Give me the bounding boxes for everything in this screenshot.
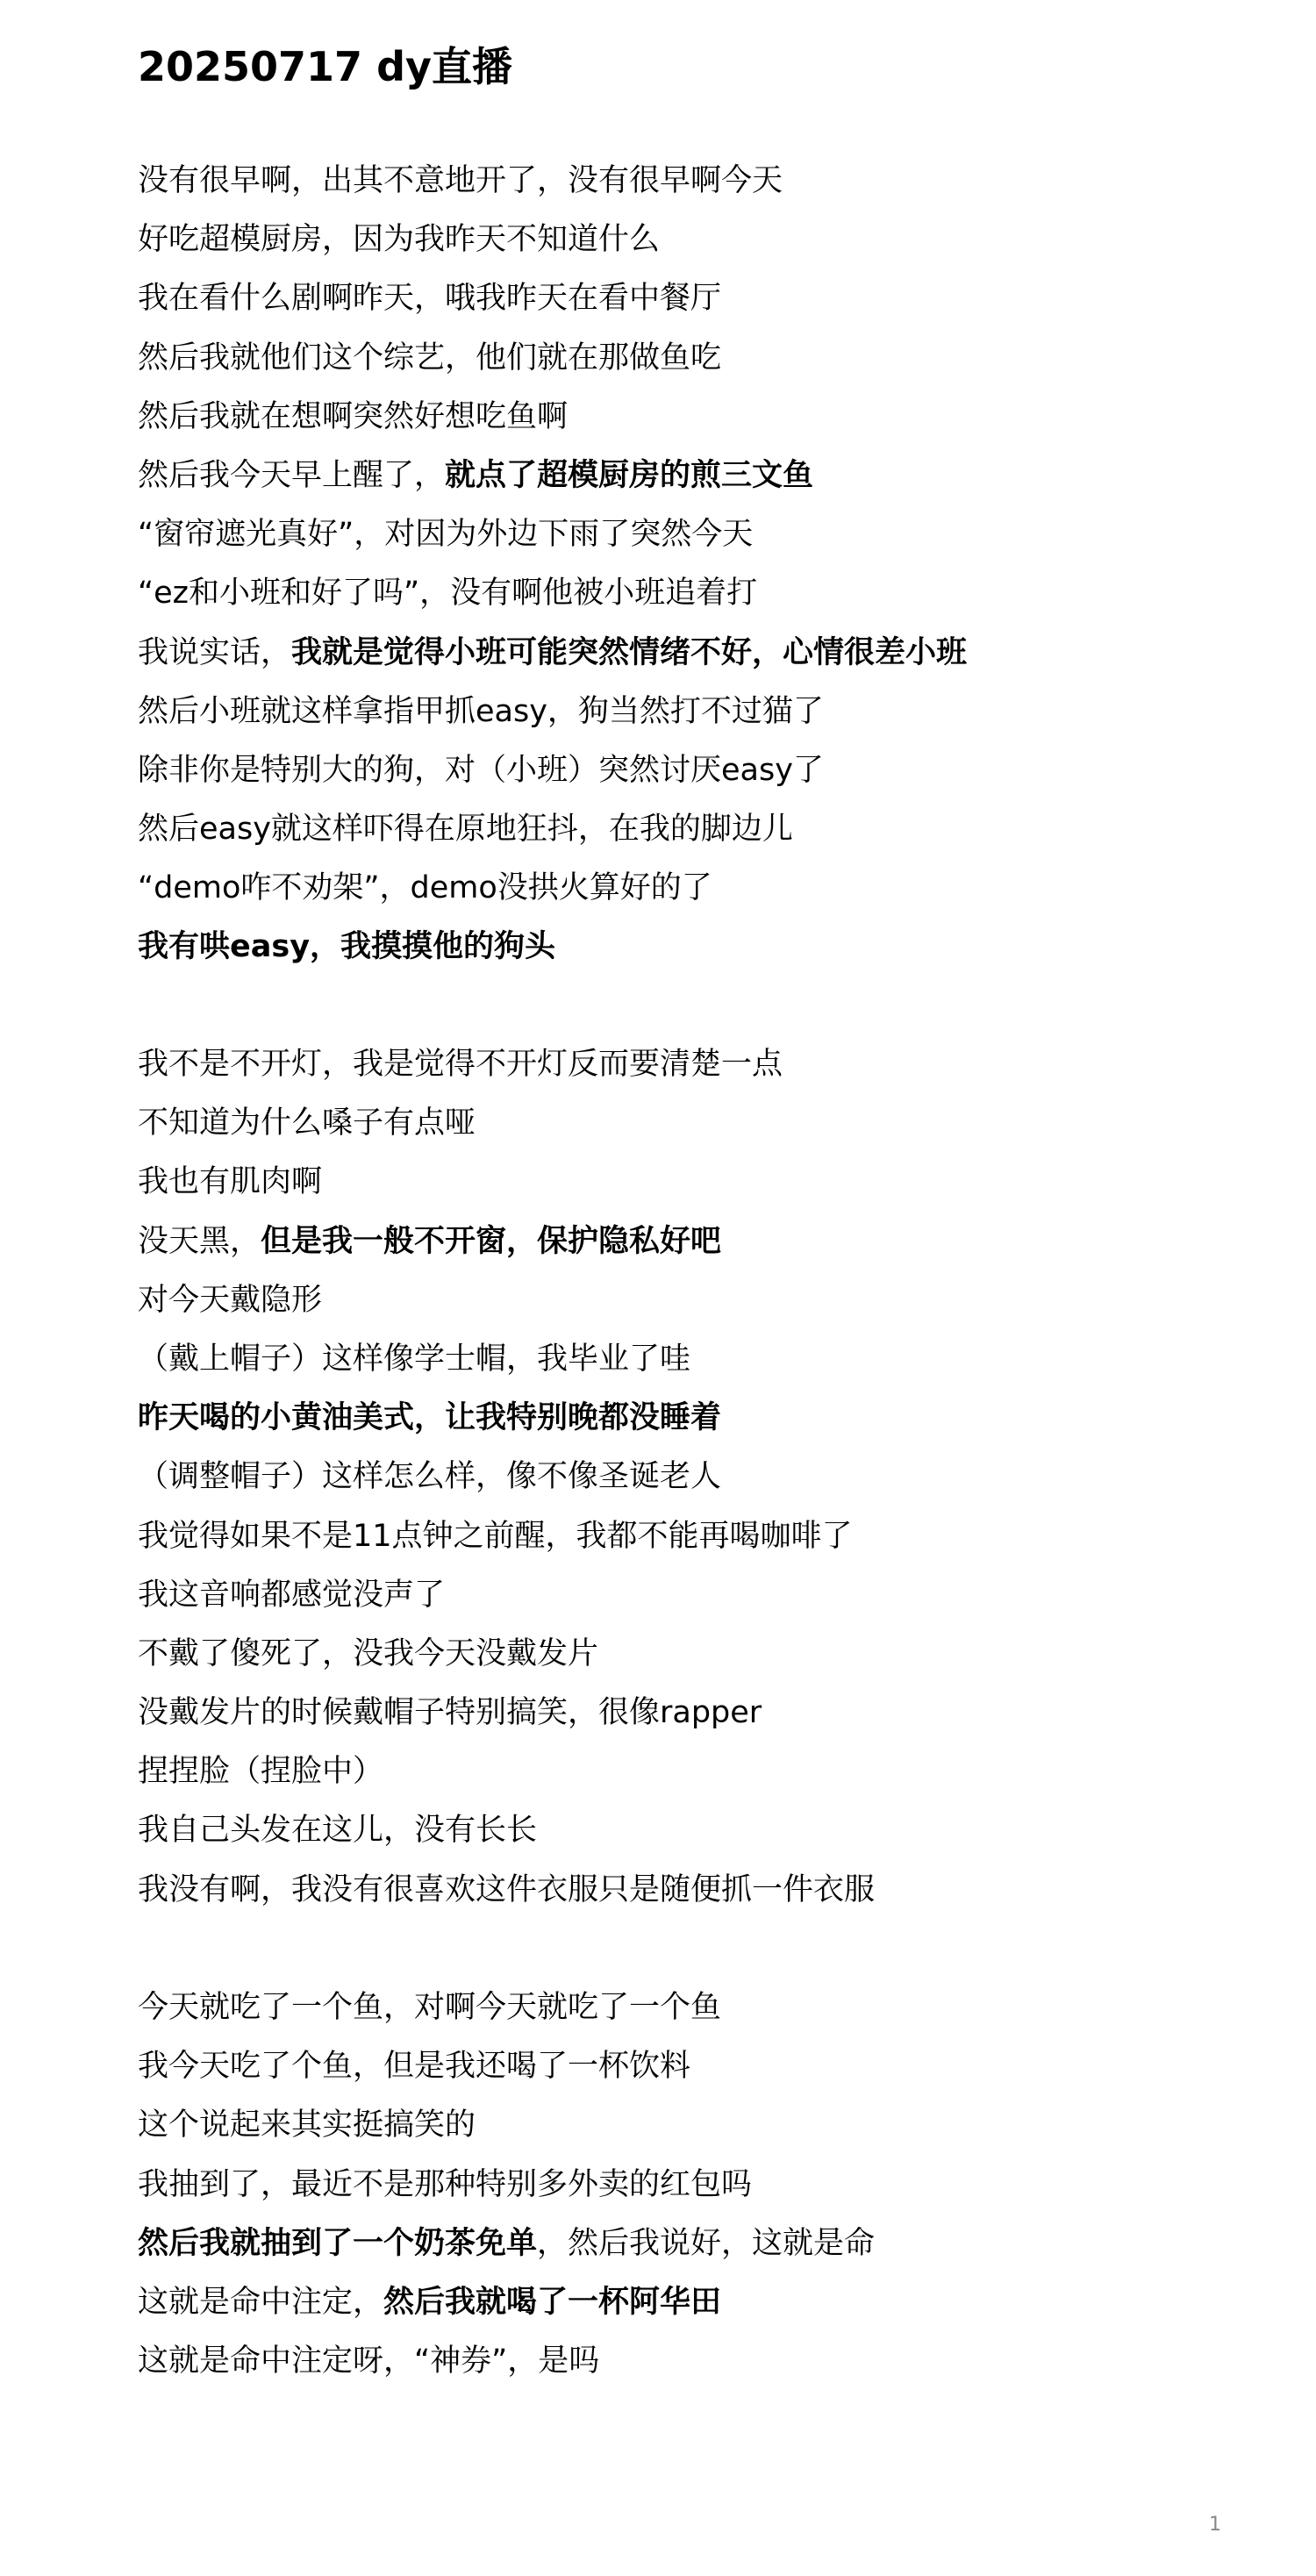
bold-text-segment: 然后我就抽到了一个奶茶免单 <box>138 2225 538 2261</box>
transcript-line <box>138 2215 1243 2273</box>
transcript-section-2 <box>138 1035 1243 1920</box>
transcript-section-3 <box>138 1979 1243 2391</box>
text-segment: “demo咋不劝架”，demo没拱火算好的了 <box>138 870 712 906</box>
transcript-line <box>138 2096 1243 2155</box>
text-segment: 除非你是特别大的狗，对（小班）突然讨厌easy了 <box>138 752 824 788</box>
text-segment: 好吃超模厨房，因为我昨天不知道什么 <box>138 222 661 258</box>
text-segment: ，然后我说好，这就是命 <box>537 2225 876 2261</box>
transcript-line <box>138 1861 1243 1920</box>
text-segment: 我也有肌肉啊 <box>138 1164 323 1200</box>
text-segment: 我不是不开灯，我是觉得不开灯反而要清楚一点 <box>138 1047 783 1082</box>
text-segment: 我自己头发在这儿，没有长长 <box>138 1813 538 1849</box>
transcript-line <box>138 1153 1243 1212</box>
text-segment: 我这音响都感觉没声了 <box>138 1577 446 1613</box>
transcript-line <box>138 741 1243 800</box>
transcript-line <box>138 1389 1243 1448</box>
bold-text-segment: 然后我就喝了一杯阿华田 <box>383 2284 722 2320</box>
text-segment: 我没有啊，我没有很喜欢这件衣服只是随便抓一件衣服 <box>138 1871 876 1907</box>
text-segment: 然后我今天早上醒了， <box>138 457 446 493</box>
text-segment: 然后我就在想啊突然好想吃鱼啊 <box>138 398 569 434</box>
text-segment: 对今天戴隐形 <box>138 1282 323 1318</box>
transcript-line <box>138 1566 1243 1625</box>
transcript-line <box>138 800 1243 859</box>
transcript-line <box>138 1448 1243 1506</box>
transcript-line <box>138 918 1243 977</box>
bold-text-segment: 昨天喝的小黄油美式，让我特别晚都没睡着 <box>138 1400 722 1436</box>
bold-text-segment: 就点了超模厨房的煎三文鱼 <box>445 457 814 493</box>
text-segment: 我今天吃了个鱼，但是我还喝了一杯饮料 <box>138 2049 691 2085</box>
bold-text-segment: 我就是觉得小班可能突然情绪不好，心情很差小班 <box>291 634 968 670</box>
transcript-line <box>138 1684 1243 1742</box>
transcript-line <box>138 1625 1243 1684</box>
transcript-line <box>138 624 1243 683</box>
text-segment: 我觉得如果不是11点钟之前醒，我都不能再喝咖啡了 <box>138 1518 853 1554</box>
text-segment: 没有很早啊，出其不意地开了，没有很早啊今天 <box>138 163 783 198</box>
transcript-line <box>138 388 1243 447</box>
text-segment: 不戴了傻死了，没我今天没戴发片 <box>138 1635 599 1671</box>
text-segment: 这就是命中注定呀，“神券”，是吗 <box>138 2343 600 2379</box>
transcript-line <box>138 2273 1243 2332</box>
transcript-line <box>138 447 1243 505</box>
transcript-line <box>138 1271 1243 1330</box>
text-segment: （戴上帽子）这样像学士帽，我毕业了哇 <box>138 1341 691 1377</box>
transcript-line <box>138 683 1243 741</box>
text-segment: 没戴发片的时候戴帽子特别搞笑，很像rapper <box>138 1695 762 1731</box>
text-segment: “ez和小班和好了吗”，没有啊他被小班追着打 <box>138 576 758 612</box>
transcript-line <box>138 2156 1243 2215</box>
text-segment: 我说实话， <box>138 634 292 670</box>
transcript-line <box>138 2332 1243 2391</box>
transcript-line <box>138 1801 1243 1860</box>
transcript-line <box>138 1213 1243 1271</box>
transcript-line <box>138 1330 1243 1389</box>
text-segment: 没天黑， <box>138 1223 261 1259</box>
page-number: 1 <box>1209 2514 1221 2536</box>
text-segment: 然后小班就这样拿指甲抓easy，狗当然打不过猫了 <box>138 693 824 729</box>
transcript-line <box>138 505 1243 564</box>
page-title: 20250717 dy直播 <box>138 43 512 90</box>
text-segment: “窗帘遮光真好”，对因为外边下雨了突然今天 <box>138 517 754 553</box>
text-segment: 不知道为什么嗓子有点哑 <box>138 1106 476 1141</box>
transcript-line <box>138 152 1243 211</box>
text-segment: 然后我就他们这个综艺，他们就在那做鱼吃 <box>138 340 722 376</box>
transcript-line <box>138 1094 1243 1153</box>
bold-text-segment: 我有哄easy，我摸摸他的狗头 <box>138 929 556 965</box>
transcript-line <box>138 1035 1243 1094</box>
bold-text-segment: 但是我一般不开窗，保护隐私好吧 <box>261 1223 722 1259</box>
transcript-line <box>138 1507 1243 1566</box>
transcript-line <box>138 859 1243 918</box>
transcript-line <box>138 564 1243 623</box>
text-segment: 今天就吃了一个鱼，对啊今天就吃了一个鱼 <box>138 1990 722 2025</box>
transcript-line <box>138 1979 1243 2037</box>
transcript-line <box>138 269 1243 328</box>
text-segment: 这个说起来其实挺搞笑的 <box>138 2107 476 2143</box>
transcript-line <box>138 329 1243 388</box>
transcript-line <box>138 211 1243 269</box>
transcript-line <box>138 1742 1243 1801</box>
text-segment: 我抽到了，最近不是那种特别多外卖的红包吗 <box>138 2166 753 2202</box>
text-segment: 这就是命中注定， <box>138 2284 384 2320</box>
text-segment: 捏捏脸（捏脸中） <box>138 1754 384 1790</box>
transcript-line <box>138 2037 1243 2096</box>
transcript-section-1 <box>138 152 1243 977</box>
text-segment: 然后easy就这样吓得在原地狂抖，在我的脚边儿 <box>138 812 793 848</box>
text-segment: 我在看什么剧啊昨天，哦我昨天在看中餐厅 <box>138 281 722 317</box>
text-segment: （调整帽子）这样怎么样，像不像圣诞老人 <box>138 1459 722 1495</box>
